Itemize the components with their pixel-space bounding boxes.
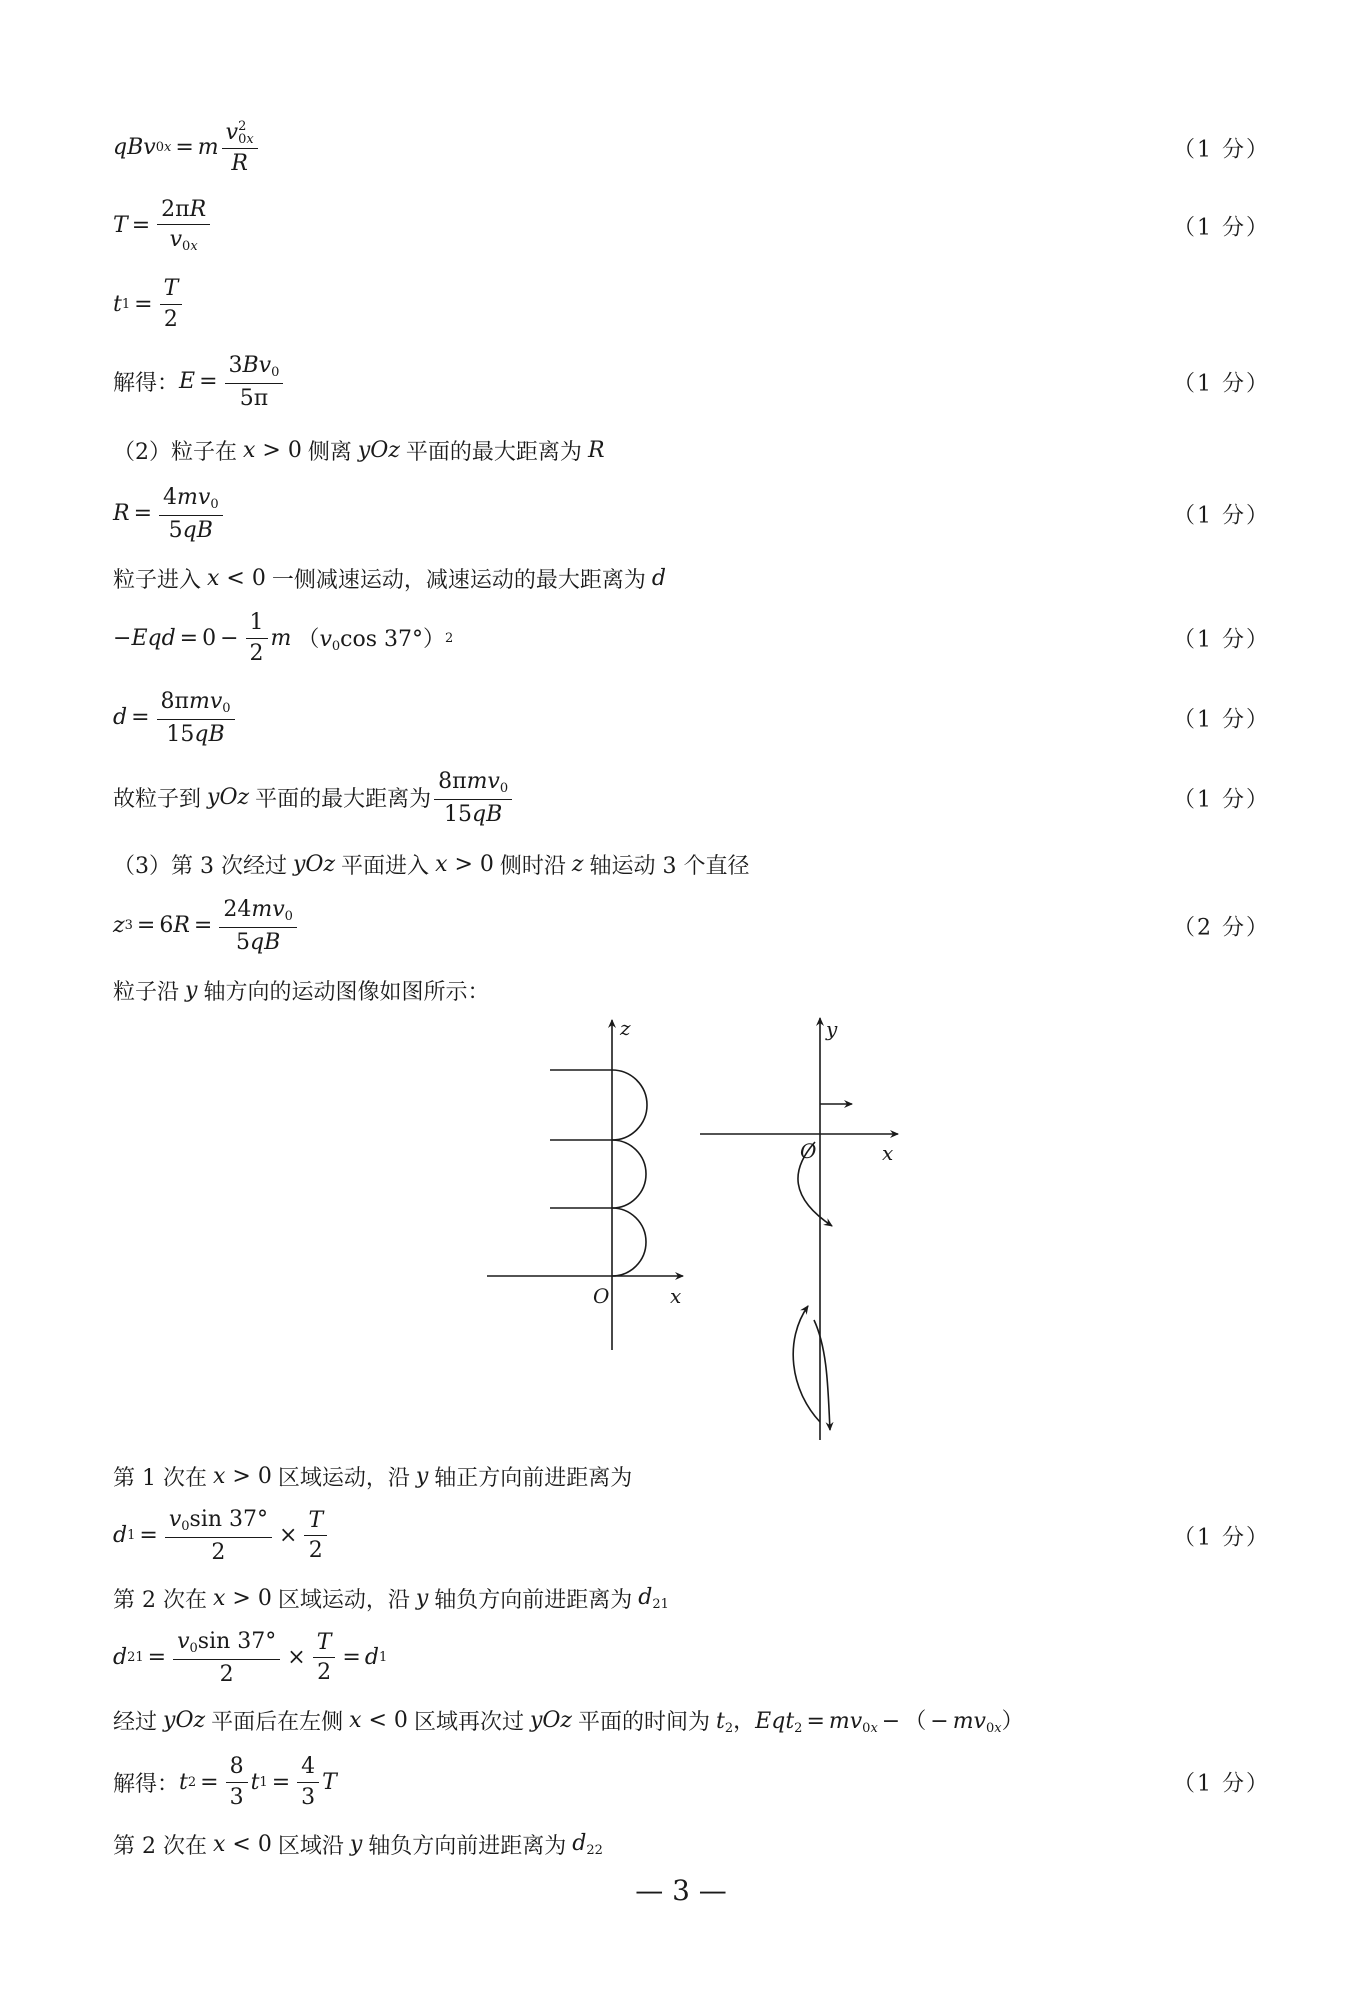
score-label: （1 分） xyxy=(1173,1771,1270,1797)
score-label: （1 分） xyxy=(1173,503,1270,529)
right-x-label: x xyxy=(882,1141,894,1165)
equation-row-9: d = $\frac{8\pi mv_0}{15qB}$ （1 分） xyxy=(113,688,1270,747)
score-label: （1 分） xyxy=(1173,627,1270,653)
equation-row-17: d 21 = $\frac{v_0\sin 37^\circ}{2}$ × $\frac{T}{2}$ = d 1 xyxy=(113,1628,388,1687)
text-row-section3: （3）第 3 次经过 yOz 平面进入 x > 0 侧时沿 z 轴运动 3 个直径 xyxy=(113,851,750,879)
score-label: （2 分） xyxy=(1173,915,1270,941)
left-semicircle-1 xyxy=(612,1208,646,1276)
left-semicircle-3 xyxy=(612,1070,647,1140)
score-label: （1 分） xyxy=(1173,787,1270,813)
score-label: （1 分） xyxy=(1173,707,1270,733)
left-x-label: x xyxy=(670,1284,682,1308)
right-diagram xyxy=(700,1018,898,1440)
solve-label: 解得： xyxy=(113,371,180,397)
equation-row-2: T = $\frac{2\pi R}{v_{0x}}$ （1 分） xyxy=(113,196,1270,255)
left-origin-label: O xyxy=(593,1284,610,1308)
equation-row-6: R = $\frac{4mv_0}{5qB}$ （1 分） xyxy=(113,484,1270,543)
text-row-first-pass: 第 1 次在 x > 0 区域运动，沿 y 轴正方向前进距离为 xyxy=(113,1463,633,1491)
text-row-second-pass: 第 2 次在 x > 0 区域运动，沿 y 轴负方向前进距离为 $d_{21}$ xyxy=(113,1584,669,1613)
equation-row-4: 解得： E = $\frac{3Bv_0}{5\pi}$ （1 分） xyxy=(113,352,1270,411)
right-curve-3 xyxy=(814,1320,830,1430)
left-semicircle-2 xyxy=(612,1140,646,1208)
equation-row-12: z 3 = 6 R = $\frac{24mv_0}{5qB}$ （2 分） xyxy=(113,896,1270,955)
equation-row-1: qBv 0x = m v 2 0x R （1 分） xyxy=(113,118,1270,176)
equation-row-19: 解得： t 2 = $\frac{8}{3}$ t 1 = $\frac{4}{3}$ T （1 分） xyxy=(113,1754,1270,1810)
text-row-third: 第 2 次在 x < 0 区域沿 y 轴负方向前进距离为 $d_{22}$ xyxy=(113,1830,603,1859)
right-origin-label: O xyxy=(800,1139,817,1163)
equation-row-15: d 1 = $\frac{v_0\sin 37^\circ}{2}$ × $\frac{T}{2}$ （1 分） xyxy=(113,1506,1270,1565)
score-label: （1 分） xyxy=(1173,371,1270,397)
left-z-label: z xyxy=(620,1016,631,1040)
text-row-figure-intro: 粒子沿 y 轴方向的运动图像如图所示： xyxy=(113,977,490,1005)
text-row-section2: （2）粒子在 x > 0 侧离 yOz 平面的最大距离为 R xyxy=(113,437,605,465)
score-label: （1 分） xyxy=(1173,137,1270,163)
equation-row-8: − Eqd = 0 − $\frac{1}{2}$ m （$v_0\cos$ 37°） 2 （1 分） xyxy=(113,610,1270,666)
right-y-label: y xyxy=(826,1017,838,1041)
text-row-decel: 粒子进入 x < 0 一侧减速运动，减速运动的最大距离为 d xyxy=(113,565,666,593)
equation-row-3: t 1 = $\frac{T}{2}$ xyxy=(113,274,1270,334)
score-label: （1 分） xyxy=(1173,215,1270,241)
page-number: — 3 — xyxy=(635,1874,727,1907)
left-diagram xyxy=(487,1020,683,1350)
score-label: （1 分） xyxy=(1173,1525,1270,1551)
equation-row-10: 故粒子到 yOz 平面的最大距离为 $\frac{8\pi mv_0}{15qB}$ （1 分） xyxy=(113,768,1270,827)
text-row-time: 经过 yOz 平面后在左侧 x < 0 区域再次过 yOz 平面的时间为 $t_2$，$Eqt_2 = mv_{0x}$ − （ − $mv_{0x}$） xyxy=(113,1707,1024,1736)
